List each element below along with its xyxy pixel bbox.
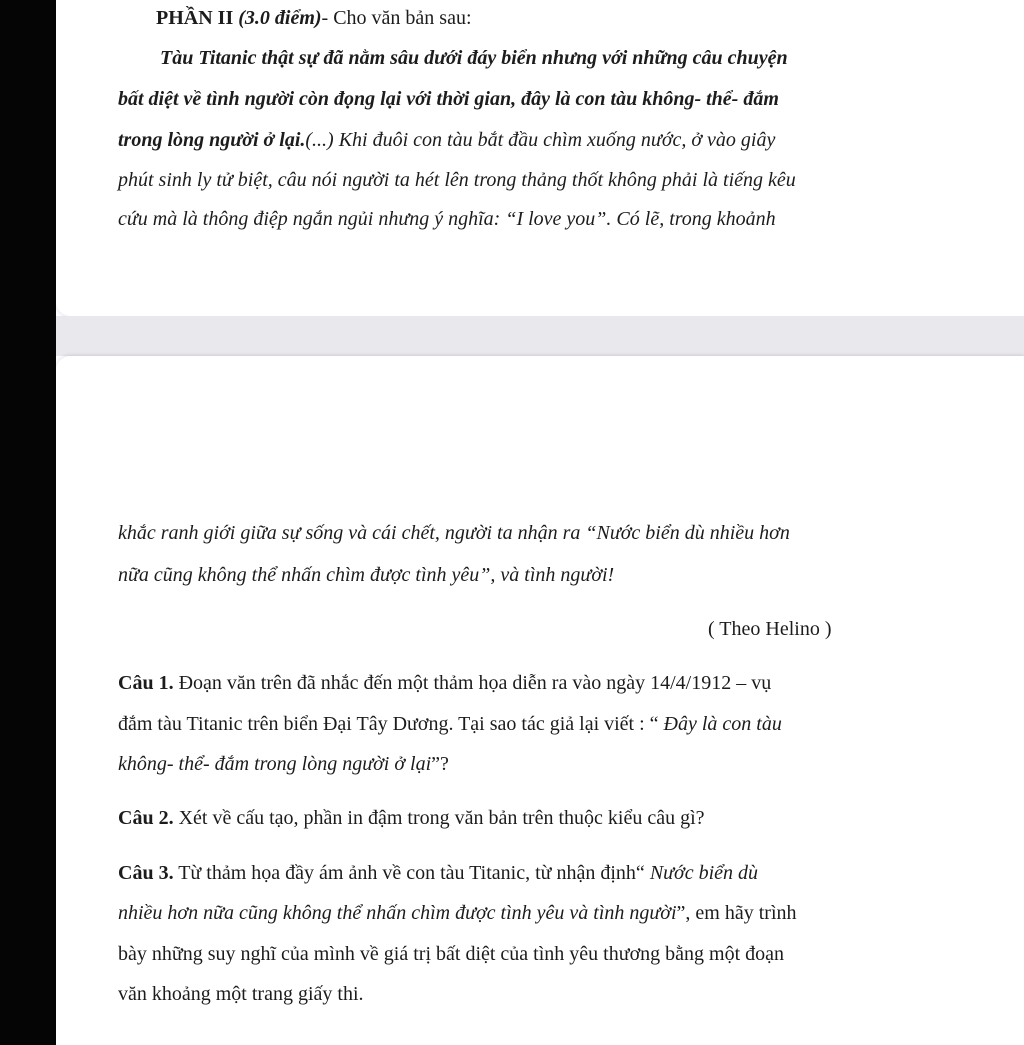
- question-1-label: Câu 1.: [118, 672, 174, 694]
- passage-line-5: cứu mà là thông điệp ngắn ngủi nhưng ý nghĩa: “I love you”. Có lẽ, trong khoảnh: [118, 208, 776, 230]
- question-2-label: Câu 2.: [118, 807, 174, 829]
- question-2-text: Xét về cấu tạo, phần in đậm trong văn bản trên thuộc kiểu câu gì?: [173, 807, 705, 829]
- passage-line-3-italic: (...) Khi đuôi con tàu bắt đầu chìm xuống nước, ở vào giây: [305, 129, 776, 151]
- passage-line-3: [118, 128, 775, 152]
- question-1-line-3-end: ”?: [431, 753, 449, 775]
- question-1-line-3-italic: không- thể- đắm trong lòng người ở lại: [118, 753, 432, 775]
- question-3-label: Câu 3.: [118, 862, 174, 884]
- question-3-line-3: bày những suy nghĩ của mình về giá trị bất diệt của tình yêu thương bằng một đoạn: [118, 943, 785, 965]
- question-1-line-2-italic: Đây là con tàu: [658, 713, 782, 735]
- passage-line-3-bold: trong lòng người ở lại.: [118, 129, 306, 151]
- page-separator: [56, 316, 1024, 356]
- passage-line-6: khắc ranh giới giữa sự sống và cái chết, người ta nhận ra “Nước biển dù nhiều hơn: [118, 522, 790, 544]
- question-3-line-1: [118, 861, 758, 885]
- question-1-line-3: [118, 752, 449, 776]
- passage-line-2: bất diệt về tình người còn đọng lại với thời gian, đây là con tàu không- thể- đắm: [118, 88, 779, 110]
- dark-sidebar-edge: [0, 0, 56, 1045]
- passage-line-4: phút sinh ly tử biệt, câu nói người ta hét lên trong thảng thốt không phải là tiếng kêu: [118, 169, 796, 191]
- question-3-line-2-italic: nhiều hơn nữa cũng không thể nhấn chìm được tình yêu và tình người: [118, 902, 677, 924]
- question-3-line-1-normal: Từ thảm họa đầy ám ảnh về con tàu Titanic, từ nhận định“: [173, 862, 645, 884]
- part-label: PHẦN II: [156, 7, 234, 29]
- question-3-line-2-normal: ”, em hãy trình: [676, 902, 797, 924]
- section-header: [156, 6, 472, 30]
- question-1-line-1: [118, 671, 771, 695]
- question-1-line-2-normal: đắm tàu Titanic trên biển Đại Tây Dương. Tại sao tác giả lại viết : “: [118, 713, 659, 735]
- question-3-line-4: văn khoảng một trang giấy thi.: [118, 983, 364, 1005]
- points-label: (3.0 điểm): [233, 7, 322, 29]
- passage-line-1: Tàu Titanic thật sự đã nằm sâu dưới đáy biển nhưng với những câu chuyện: [160, 47, 788, 69]
- question-3-line-2: [118, 901, 797, 925]
- question-1-line-2: [118, 712, 782, 736]
- passage-line-7: nữa cũng không thể nhấn chìm được tình yêu”, và tình người!: [118, 564, 615, 586]
- question-1-text: Đoạn văn trên đã nhắc đến một thảm họa diễn ra vào ngày 14/4/1912 – vụ: [173, 672, 772, 694]
- question-2: [118, 806, 705, 830]
- intro-text: - Cho văn bản sau:: [321, 7, 472, 29]
- source-attribution: ( Theo Helino ): [708, 618, 832, 640]
- question-3-line-1-italic: Nước biển dù: [644, 862, 759, 884]
